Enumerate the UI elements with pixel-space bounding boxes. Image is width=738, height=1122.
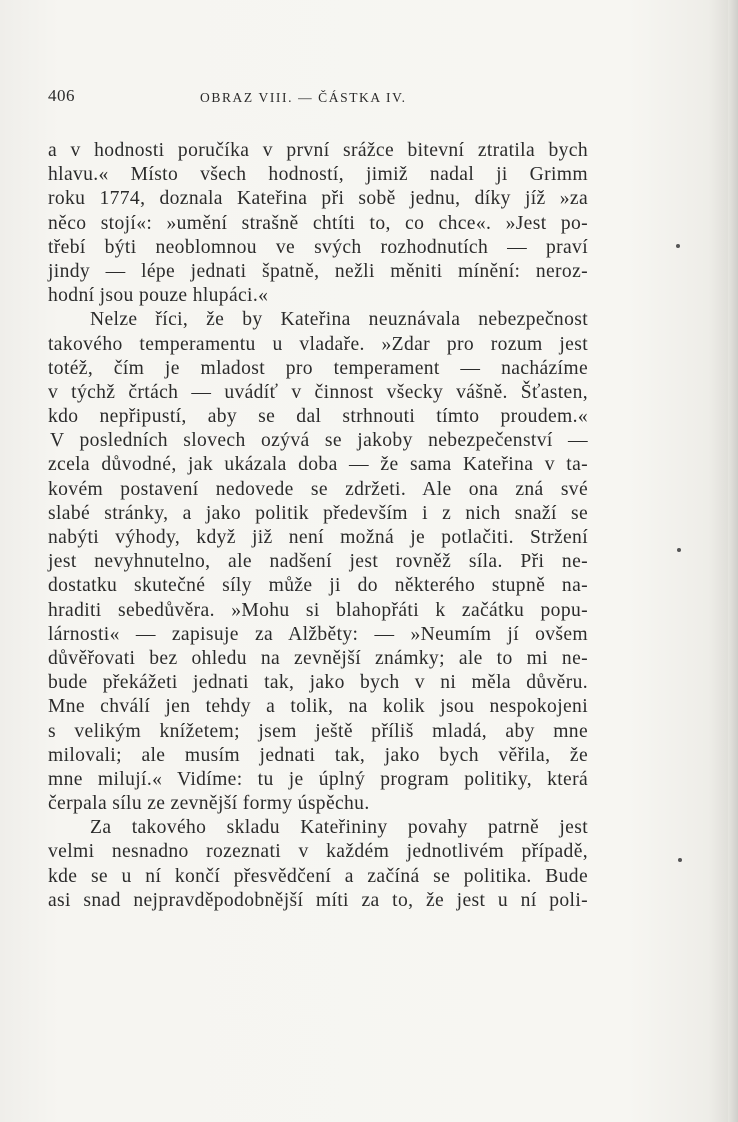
- text-line: v týchž črtách — uvádíť v činnost všecky vášně. Šťasten,: [48, 381, 588, 403]
- text-line: slabé stránky, a jako politik především i z nich snaží se: [48, 502, 588, 524]
- ink-speck: [678, 858, 682, 862]
- text-line: nabýti výhody, když již není možná je potlačiti. Stržení: [48, 527, 588, 548]
- text-line: jest nevyhnutelno, ale nadšení jest rovněž síla. Při ne-: [48, 551, 588, 573]
- text-line: takového temperamentu u vladaře. »Zdar pro rozum jest: [48, 333, 588, 355]
- text-line: dostatku skutečné síly může ji do některého stupně na-: [48, 575, 588, 597]
- text-line: Mne chválí jen tehdy a tolik, na kolik jsou nespokojeni: [48, 696, 588, 718]
- text-line: V posledních slovech ozývá se jakoby nebezpečenství —: [50, 430, 588, 452]
- text-line: čerpala sílu ze zevnější formy úspěchu.: [48, 793, 370, 815]
- text-line: totéž, čím je mladost pro temperament — nacházíme: [48, 357, 588, 379]
- ink-speck: [677, 548, 681, 552]
- text-line: hodní jsou pouze hlupáci.«: [48, 285, 269, 307]
- text-line: bude překážeti jednati tak, jako bych v ni měla důvěru.: [48, 672, 588, 694]
- text-line: třebí býti neoblomnou ve svých rozhodnutích — praví: [48, 236, 588, 258]
- text-line: s velikým knížetem; jsem ještě příliš mladá, aby mne: [48, 720, 588, 742]
- chapter-heading: OBRAZ VIII. — ČÁSTKA IV.: [200, 90, 407, 105]
- text-line: kdo nepřipustí, aby se dal strhnouti tímto proudem.«: [48, 406, 588, 428]
- paragraph-start: Za takového skladu Kateřininy povahy patrně jest: [90, 817, 588, 839]
- text-line: hlavu.« Místo všech hodností, jimiž nadal ji Grimm: [48, 164, 588, 186]
- text-line: důvěřovati bez ohledu na zevnější známky; ale to mi ne-: [48, 647, 588, 669]
- text-line: mne milují.« Vidíme: tu je úplný program politiky, která: [48, 768, 588, 790]
- text-line: něco stojí«: »umění strašně chtíti to, co chce«. »Jest po-: [48, 212, 588, 234]
- text-line: asi snad nejpravděpodobnější míti za to, že jest u ní poli-: [48, 889, 588, 911]
- page-edge-shadow: [728, 0, 738, 1122]
- text-line: milovali; ale musím jednati tak, jako bych věřila, že: [48, 744, 588, 766]
- text-line: zcela důvodné, jak ukázala doba — že sama Kateřina v ta-: [48, 454, 588, 476]
- text-line: roku 1774, doznala Kateřina při sobě jednu, díky jíž »za: [48, 188, 588, 210]
- text-line: kde se u ní končí přesvědčení a začíná se politika. Bude: [48, 865, 588, 887]
- paragraph-start: Nelze říci, že by Kateřina neuznávala nebezpečnost: [90, 309, 588, 331]
- text-line: a v hodnosti poručíka v první srážce bitevní ztratila bych: [48, 140, 588, 161]
- text-line: hraditi sebedůvěra. »Mohu si blahopřáti k začátku popu-: [48, 599, 588, 621]
- page-number: 406: [48, 86, 75, 105]
- text-line: kovém postavení nedovede se zdržeti. Ale ona zná své: [48, 478, 588, 500]
- text-line: lárnosti« — zapisuje za Alžběty: — »Neumím jí ovšem: [48, 623, 588, 645]
- running-head: [40, 86, 650, 112]
- text-line: velmi nesnadno rozeznati v každém jednotlivém případě,: [48, 841, 588, 863]
- body-text: [48, 139, 588, 913]
- ink-speck: [676, 244, 680, 248]
- text-line: jindy — lépe jednati špatně, nežli měniti mínění: neroz-: [48, 260, 588, 282]
